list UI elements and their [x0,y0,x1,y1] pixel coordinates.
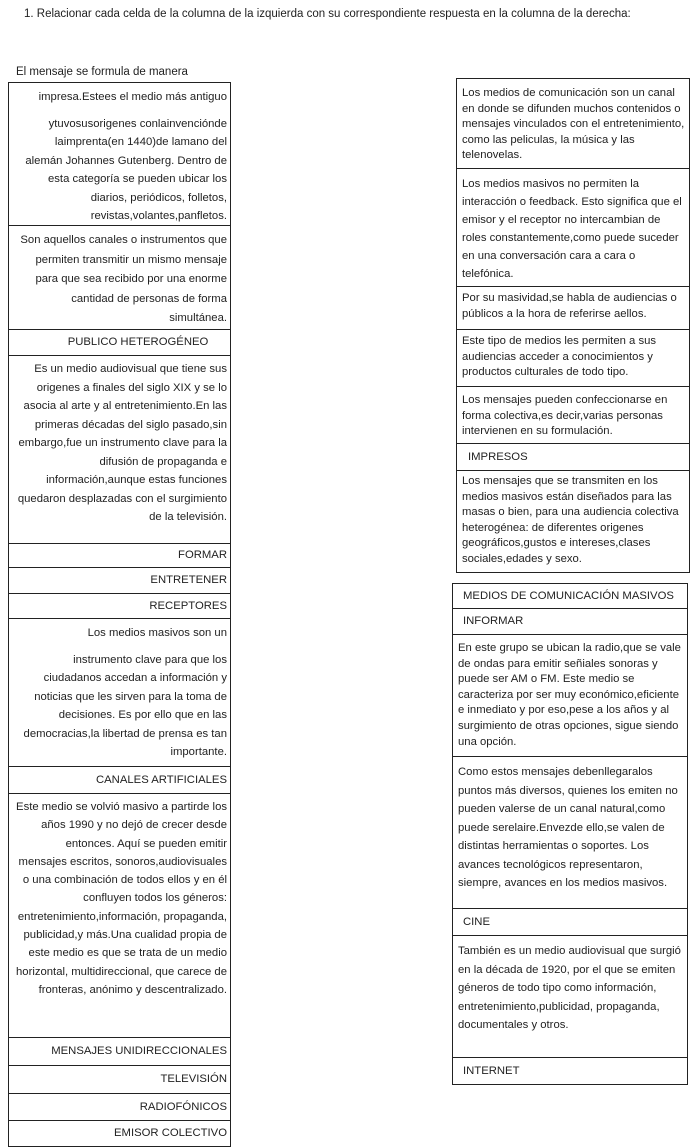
right-cell-text: También es un medio audiovisual que surgió en la década de 1920, por el que se emiten géneros de todo tipo como información, entretenimiento,publicidad, propaganda, documentales y otros. [458,945,681,1031]
left-cell-text: Este medio se volvió masivo a partirde los años 1990 y no dejó de crecer desde entonces. Aquí se pueden emitir mensajes escritos, sonoros,audiovisuales o una combinación de todos ellos y en él confluyen todos los géneros: entretenimiento,información, propaganda, publicidad,y más.Una cualidad propia de este medio es que se trata de un medio horizontal, multidireccional, que carece de fronteras, anónimo y descentralizado. [16,801,227,996]
left-cell-radiofonicos [9,1094,230,1121]
left-cell-text: RECEPTORES [149,600,227,612]
right-cell-cine [453,909,687,936]
right-cell-text: CINE [463,916,490,928]
left-cell-text: FORMAR [178,549,227,561]
left-cell-text: Es un medio audiovisual que tiene sus origenes a finales del siglo XIX y se lo asocia al arte y al entretenimiento.En las primeras décadas del siglo pasado,sin embargo,fue un instrumento clave para la difusión de propaganda e información,aunque estas funciones quedaron desplazadas con el surgimiento de la televisión. [17,363,227,523]
left-cell-text: Son aquellos canales o instrumentos que permiten transmitir un mismo mensaje para que sea recibido por una enorme cantidad de personas de forma simultánea. [20,234,227,324]
right-cell-impresos [457,444,689,471]
left-cell-text: EMISOR COLECTIVO [114,1127,227,1139]
right-cell-text: En este grupo se ubican la radio,que se vale de ondas para emitir señiales sonoras y puede ser AM o FM. Este medio se caracteriza por ser muy económico,eficiente e inmediato y por eso,pese a los años y al surgimiento de otras opciones, sigue siendo una opción. [458,642,681,748]
left-cell-unidireccionales [9,1038,230,1066]
left-cell-text: Los medios masivos son un [87,627,227,639]
left-cell-entretener [9,568,230,594]
right-cell-text: Los medios de comunicación son un canal en donde se difunden muchos contenidos o mensajes vinculados con el entretenimiento, como las peliculas, la música y las telenovelas. [462,87,685,162]
right-column-top [456,78,690,573]
left-cell-formar [9,544,230,568]
right-cell-text: IMPRESOS [468,451,528,463]
right-cell-text: Los medios masivos no permiten la interacción o feedback. Esto significa que el emisor y el receptor no intercambian de roles constantemente,como puede suceder en una conversación cara a cara o telefónica. [462,178,682,280]
right-cell-text: INFORMAR [463,615,524,627]
instruction-text: 1. Relacionar cada celda de la columna de la izquierda con su correspondiente respuesta en la columna de la derecha: [24,8,631,20]
left-cell-television [9,1066,230,1094]
right-cell-medios-masivos [453,584,687,609]
right-cell-canales-artificiales [453,757,687,909]
left-cell-impresa [9,83,230,226]
left-cell-publico [9,330,230,356]
left-cell-emisor [9,1121,230,1147]
right-cell-internet [453,1058,687,1085]
right-cell-text: Como estos mensajes debenllegaralos puntos más diversos, quienes los emiten no pueden valerse de un canal natural,como puede serelaire.Envezde ello,se valen de distintas herramientas o soportes. Los avances tecnológicos representaron, siempre, avances en los medios masivos. [458,766,678,889]
left-column [8,82,231,1147]
left-column-heading: El mensaje se formula de manera [16,66,188,78]
left-cell-text: RADIOFÓNICOS [139,1101,227,1113]
right-cell-television-def [453,936,687,1058]
left-cell-text: MENSAJES UNIDIRECCIONALES [51,1045,227,1057]
right-cell-entretenimiento [457,79,689,169]
right-cell-text: Este tipo de medios les permiten a sus audiencias acceder a conocimientos y productos culturales de todo tipo. [462,335,657,379]
left-cell-text: ytuvosusorigenes conlainvenciónde laimprenta(en 1440)de lamano del alemán Johannes Gutenberg. Dentro de esta categoría se pueden ubicar los diarios, periódicos, folletos, revistas,volantes,panfletos. [25,117,227,222]
left-cell-text: CANALES ARTIFICIALES [95,774,227,786]
left-cell-definicion [9,226,230,330]
right-cell-audiencias [457,287,689,330]
right-cell-text: Por su masividad,se habla de audiencias o públicos a la hora de referirse aellos. [462,292,677,320]
left-cell-text: TELEVISIÓN [160,1073,227,1085]
left-cell-text: instrumento clave para que los ciudadanos accedan a información y noticias que les sirven para la toma de decisiones. Es por ello que en las democracias,la libertad de prensa es tan importante. [23,653,227,758]
right-cell-unidireccional [457,169,689,287]
left-cell-cine-def [9,356,230,544]
right-column-bottom [452,583,688,1085]
left-cell-canales [9,767,230,794]
left-cell-internet-def [9,794,230,1038]
left-cell-text: impresa.Estees el medio más antiguo [38,91,227,103]
right-cell-text: MEDIOS DE COMUNICACIÓN MASIVOS [463,590,674,602]
right-cell-informar [453,609,687,635]
left-cell-democracia [9,619,230,767]
right-cell-text: Los mensajes que se transmiten en los medios masivos están diseñados para las masas o bien, para una audiencia colectiva heterogénea: de diferentes origenes geográficos,gustos e intereses,clases sociales,edades y sexo. [462,475,679,565]
right-cell-radio [453,635,687,757]
left-cell-text: ENTRETENER [150,574,227,586]
left-cell-text: PUBLICO HETEROGÉNEO [67,336,209,348]
right-cell-formar [457,330,689,387]
left-cell-receptores [9,594,230,619]
right-cell-colectivo [457,387,689,444]
right-cell-text: INTERNET [463,1065,520,1077]
right-cell-heterogenea [457,471,689,573]
right-cell-text: Los mensajes pueden confeccionarse en forma colectiva,es decir,varias personas intervienen en su formulación. [462,394,668,438]
